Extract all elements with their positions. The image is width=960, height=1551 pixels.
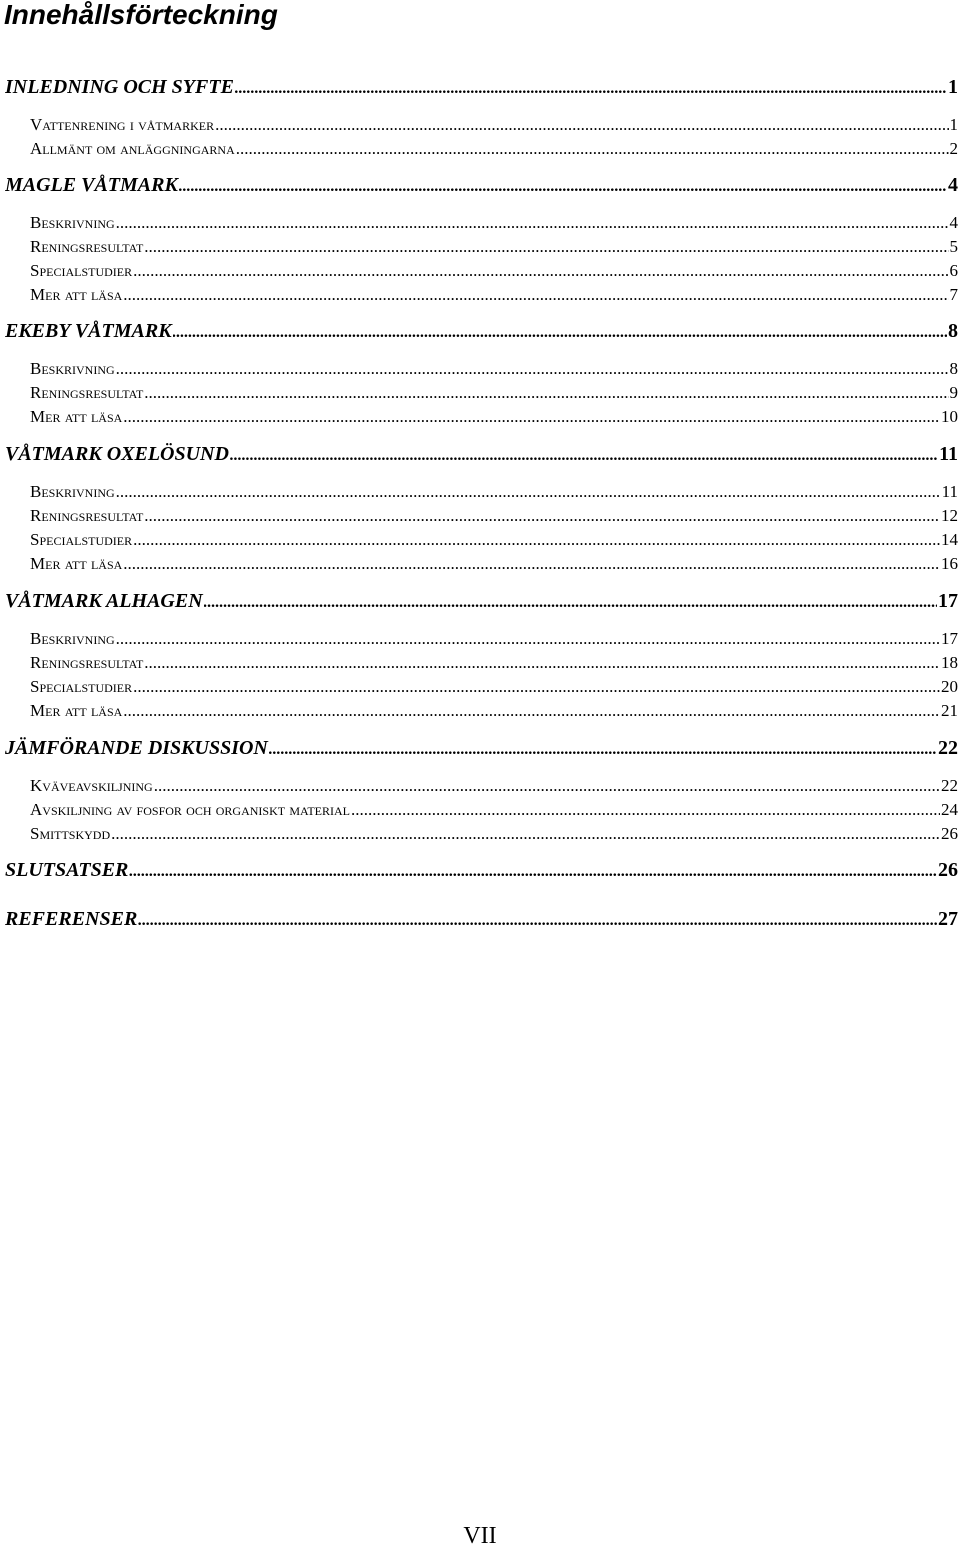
toc-entry-page: 1 <box>949 115 958 134</box>
toc-entry-label: Reningsresultat <box>30 237 144 256</box>
toc-leader-dots <box>129 857 937 883</box>
toc-entry-page: 17 <box>941 629 958 648</box>
toc-leader-dots <box>204 588 937 614</box>
toc-entry[interactable] <box>30 650 958 676</box>
toc-entry-label: JÄMFÖRANDE DISKUSSION <box>5 737 268 759</box>
toc-leader-dots <box>133 258 948 284</box>
toc-entry[interactable] <box>5 588 958 614</box>
toc-entry-label: INLEDNING OCH SYFTE <box>5 76 234 98</box>
toc-entry-page: 21 <box>941 701 958 720</box>
toc-entry[interactable] <box>5 735 958 761</box>
toc-entry-label: Smittskydd <box>30 824 111 843</box>
toc-leader-dots <box>123 551 940 577</box>
toc-entry-label: Reningsresultat <box>30 506 144 525</box>
toc-entry-page: 5 <box>949 237 958 256</box>
toc-entry-label: Specialstudier <box>30 530 133 549</box>
toc-entry[interactable] <box>30 282 958 308</box>
toc-entry[interactable] <box>30 136 958 162</box>
toc-entry-page: 10 <box>941 407 958 426</box>
toc-entry[interactable] <box>30 527 958 553</box>
toc-entry-label: Beskrivning <box>30 359 115 378</box>
toc-leader-dots <box>138 906 937 932</box>
toc-leader-dots <box>351 797 940 823</box>
toc-entry-page: 18 <box>941 653 958 672</box>
toc-entry-label: Mer att läsa <box>30 285 123 304</box>
toc-leader-dots <box>144 234 948 260</box>
toc-entry[interactable] <box>5 74 958 100</box>
toc-leader-dots <box>123 404 940 430</box>
toc-leader-dots <box>179 172 947 198</box>
toc-entry-label: Vattenrening i våtmarker <box>30 115 215 134</box>
toc-entry-label: Reningsresultat <box>30 383 144 402</box>
toc-entry[interactable] <box>30 551 958 577</box>
toc-entry-label: Specialstudier <box>30 677 133 696</box>
toc-leader-dots <box>173 318 947 344</box>
toc-entry-page: 4 <box>948 174 958 196</box>
toc-entry[interactable] <box>30 626 958 652</box>
toc-entry[interactable] <box>5 906 958 932</box>
toc-entry[interactable] <box>5 172 958 198</box>
toc-entry[interactable] <box>30 210 958 236</box>
toc-entry[interactable] <box>5 857 958 883</box>
toc-entry-label: Beskrivning <box>30 629 115 648</box>
toc-entry[interactable] <box>30 112 958 138</box>
toc-leader-dots <box>116 626 940 652</box>
toc-entry-page: 22 <box>941 776 958 795</box>
toc-entry-label: Beskrivning <box>30 482 115 501</box>
toc-entry[interactable] <box>30 503 958 529</box>
toc-entry-page: 12 <box>941 506 958 525</box>
toc-leader-dots <box>116 479 941 505</box>
toc-entry-label: Mer att läsa <box>30 407 123 426</box>
toc-leader-dots <box>144 650 940 676</box>
toc-entry-label: Avskiljning av fosfor och organiskt material <box>30 800 350 819</box>
toc-entry-label: Specialstudier <box>30 261 133 280</box>
toc-leader-dots <box>144 380 948 406</box>
toc-entry-page: 22 <box>938 737 958 759</box>
toc-entry-label: Mer att läsa <box>30 701 123 720</box>
toc-leader-dots <box>111 821 940 847</box>
toc-entry[interactable] <box>30 404 958 430</box>
toc-leader-dots <box>236 136 949 162</box>
toc-entry-page: 27 <box>938 908 958 930</box>
toc-entry-page: 2 <box>949 139 958 158</box>
toc-entry[interactable] <box>30 773 958 799</box>
page-title: Innehållsförteckning <box>4 0 278 30</box>
toc-leader-dots <box>123 698 940 724</box>
toc-leader-dots <box>230 441 938 467</box>
toc-entry-page: 1 <box>948 76 958 98</box>
toc-entry-page: 16 <box>941 554 958 573</box>
toc-entry-label: MAGLE VÅTMARK <box>5 174 178 196</box>
toc-entry-page: 8 <box>948 320 958 342</box>
toc-leader-dots <box>144 503 940 529</box>
toc-entry[interactable] <box>30 380 958 406</box>
toc-leader-dots <box>235 74 947 100</box>
toc-leader-dots <box>116 210 949 236</box>
toc-entry-label: VÅTMARK OXELÖSUND <box>5 443 229 465</box>
toc-leader-dots <box>154 773 940 799</box>
toc-leader-dots <box>116 356 949 382</box>
toc-entry-label: Allmänt om anläggningarna <box>30 139 235 158</box>
toc-entry-page: 6 <box>949 261 958 280</box>
toc-leader-dots <box>215 112 948 138</box>
toc-entry-page: 9 <box>949 383 958 402</box>
toc-entry-label: SLUTSATSER <box>5 859 129 881</box>
page-number: VII <box>463 1523 497 1549</box>
toc-entry-page: 17 <box>938 590 958 612</box>
toc-entry[interactable] <box>30 821 958 847</box>
toc-entry[interactable] <box>30 258 958 284</box>
toc-leader-dots <box>123 282 948 308</box>
toc-entry-label: Beskrivning <box>30 213 115 232</box>
toc-entry-label: Reningsresultat <box>30 653 144 672</box>
toc-entry[interactable] <box>30 234 958 260</box>
toc-entry-page: 7 <box>949 285 958 304</box>
toc-entry[interactable] <box>5 318 958 344</box>
toc-entry-page: 24 <box>941 800 958 819</box>
toc-entry-page: 26 <box>941 824 958 843</box>
toc-entry-label: Mer att läsa <box>30 554 123 573</box>
toc-entry-page: 14 <box>941 530 958 549</box>
toc-entry[interactable] <box>30 356 958 382</box>
toc-leader-dots <box>269 735 937 761</box>
toc-entry[interactable] <box>30 797 958 823</box>
toc-entry-label: EKEBY VÅTMARK <box>5 320 172 342</box>
toc-entry-label: REFERENSER <box>5 908 138 930</box>
toc-entry-label: Kväveavskiljning <box>30 776 153 795</box>
toc-entry-page: 8 <box>949 359 958 378</box>
toc-entry[interactable] <box>30 698 958 724</box>
toc-leader-dots <box>133 674 940 700</box>
toc-entry-page: 20 <box>941 677 958 696</box>
toc-entry-page: 11 <box>939 443 958 465</box>
toc-leader-dots <box>133 527 940 553</box>
toc-entry[interactable] <box>30 479 958 505</box>
toc-entry-page: 11 <box>941 482 958 501</box>
toc-entry[interactable] <box>5 441 958 467</box>
toc-entry-page: 4 <box>949 213 958 232</box>
toc-entry-label: VÅTMARK ALHAGEN <box>5 590 203 612</box>
toc-entry-page: 26 <box>938 859 958 881</box>
toc-entry[interactable] <box>30 674 958 700</box>
